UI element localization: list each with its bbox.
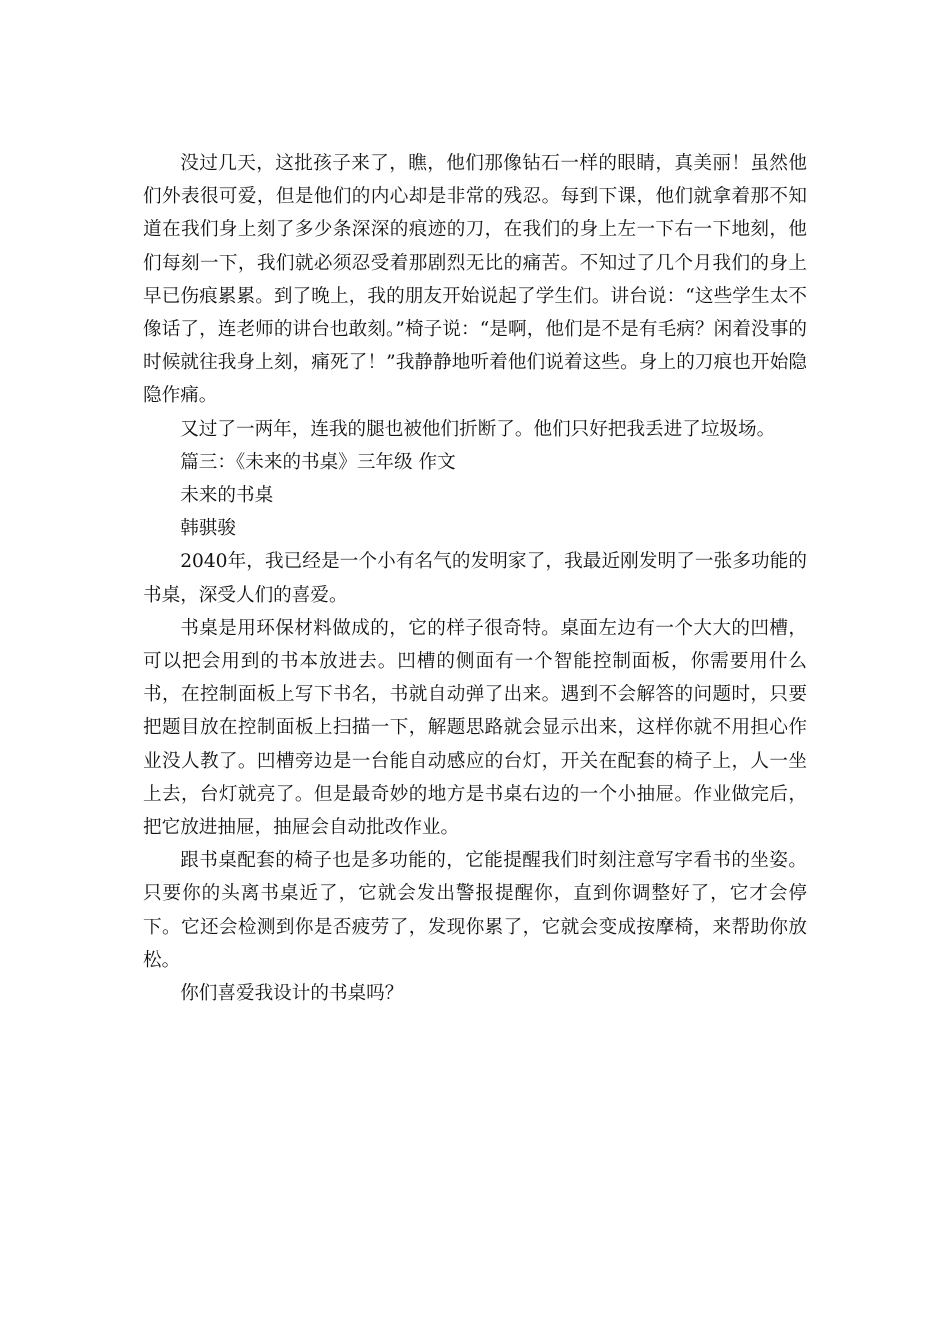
story-paragraph-children: 没过几天，这批孩子来了，瞧，他们那像钻石一样的眼睛，真美丽！虽然他们外表很可爱，但是他们的内心却是非常的残忍。每到下课，他们就拿着那不知道在我们身上刻了多少条深深的痕迹的刀，在我们的身上左一下右一下地刻，他们每刻一下，我们就必须忍受着那剧烈无比的痛苦。不知过了几个月我们的身上早已伤痕累累。到了晚上，我的朋友开始说起了学生们。讲台说：“这些学生太不像话了，连老师的讲台也敢刻。”椅子说：“是啊，他们是不是有毛病？闲着没事的时候就往我身上刻，痛死了！”我静静地听着他们说着这些。身上的刀痕也开始隐隐作痛。 [143, 153, 807, 407]
essay-paragraph-closing: 你们喜爱我设计的书桌吗？ [180, 983, 404, 1005]
story-paragraph-garbage: 又过了一两年，连我的腿也被他们折断了。他们只好把我丢进了垃圾场。 [180, 418, 776, 440]
essay-paragraph-intro: 2040年，我已经是一个小有名气的发明家了，我最近刚发明了一张多功能的书桌，深受人们的喜爱。 [143, 551, 807, 606]
document-body [143, 147, 807, 1010]
essay-title: 未来的书桌 [180, 485, 274, 507]
essay-author: 韩骐骏 [180, 518, 236, 540]
section-heading: 篇三：《未来的书桌》三年级 作文 [180, 451, 456, 473]
essay-paragraph-desk: 书桌是用环保材料做成的，它的样子很奇特。桌面左边有一个大大的凹槽，可以把会用到的书本放进去。凹槽的侧面有一个智能控制面板，你需要用什么书，在控制面板上写下书名，书就自动弹了出来。遇到不会解答的问题时，只要把题目放在控制面板上扫描一下，解题思路就会显示出来，这样你就不用担心作业没人教了。凹槽旁边是一台能自动感应的台灯，开关在配套的椅子上，人一坐上去，台灯就亮了。但是最奇妙的地方是书桌右边的一个小抽屉。作业做完后，把它放进抽屉，抽屉会自动批改作业。 [143, 617, 807, 839]
essay-paragraph-chair: 跟书桌配套的椅子也是多功能的，它能提醒我们时刻注意写字看书的坐姿。只要你的头离书桌近了，它就会发出警报提醒你，直到你调整好了，它才会停下。它还会检测到你是否疲劳了，发现你累了，它就会变成按摩椅，来帮助你放松。 [143, 850, 807, 971]
